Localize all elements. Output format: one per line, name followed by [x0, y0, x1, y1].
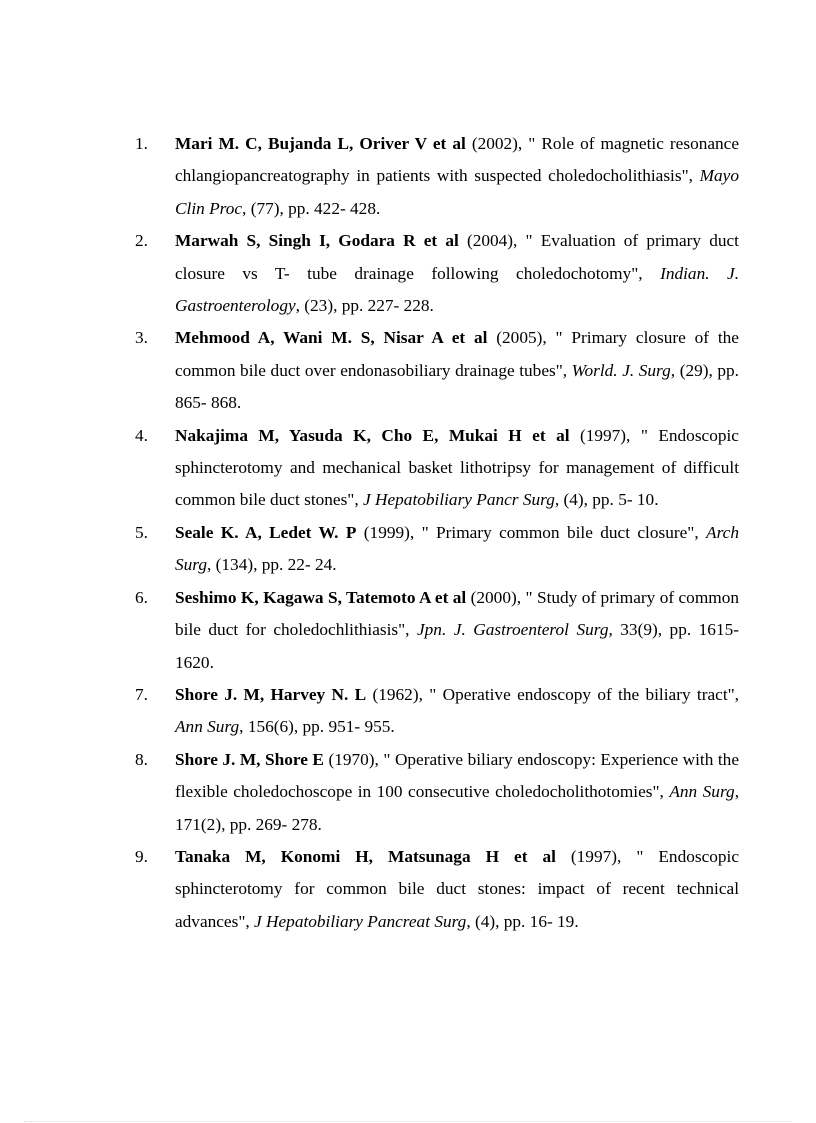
- reference-number: 2.: [135, 231, 148, 251]
- reference-title: " Study of primary of common bile duct for choledochlithiasis",: [175, 587, 739, 640]
- reference-title: " Evaluation of primary duct closure vs T- tube drainage following choledochotomy",: [175, 231, 739, 283]
- reference-authors: Seale K. A, Ledet W. P: [175, 522, 357, 542]
- reference-journal: Ann Surg: [175, 717, 240, 737]
- reference-item-3: [135, 322, 739, 419]
- reference-year: (1997),: [569, 425, 641, 445]
- reference-year: (1999),: [356, 522, 422, 542]
- reference-number: 5.: [135, 522, 148, 542]
- reference-title: " Endoscopic sphincterotomy and mechanical basket lithotripsy for management of difficult common bile duct stones",: [175, 425, 739, 510]
- reference-item-9: [135, 841, 739, 938]
- reference-year: (1997),: [555, 846, 637, 866]
- reference-journal: Jpn. J. Gastroenterol Surg: [417, 620, 609, 640]
- reference-year: (2000),: [466, 587, 526, 607]
- page-bottom-divider: [24, 1121, 792, 1122]
- reference-title: " Primary common bile duct closure",: [421, 522, 707, 542]
- reference-journal: World. J. Surg: [571, 360, 671, 380]
- reference-year: (2004),: [458, 231, 526, 251]
- reference-item-7: [135, 679, 739, 744]
- reference-journal: Ann Surg: [669, 782, 735, 802]
- reference-number: 3.: [135, 328, 148, 348]
- reference-year: (2005),: [487, 328, 556, 348]
- reference-title: " Role of magnetic resonance chlangiopancreatography in patients with suspected choledocholithiasis",: [175, 134, 739, 186]
- reference-item-6: [135, 582, 739, 679]
- reference-title: " Operative endoscopy of the biliary tract",: [429, 684, 739, 704]
- reference-authors: Nakajima M, Yasuda K, Cho E, Mukai H et al: [175, 425, 570, 445]
- reference-details: , (77), pp. 422- 428.: [242, 198, 381, 218]
- reference-title: " Endoscopic sphincterotomy for common bile duct stones: impact of recent technical advances",: [175, 846, 739, 931]
- reference-item-5: [135, 517, 739, 582]
- reference-number: 1.: [135, 134, 148, 153]
- reference-title: " Operative biliary endoscopy: Experience with the flexible choledochoscope in 100 consecutive choledocholithotomies",: [175, 749, 739, 802]
- reference-number: 4.: [135, 425, 148, 445]
- reference-authors: Shore J. M, Harvey N. L: [175, 684, 367, 704]
- reference-details: , 33(9), pp. 1615- 1620.: [175, 620, 739, 672]
- reference-details: , (29), pp. 865- 868.: [175, 360, 739, 413]
- reference-item-8: [135, 744, 739, 841]
- reference-journal: J Hepatobiliary Pancr Surg: [363, 490, 555, 510]
- reference-number: 7.: [135, 684, 148, 704]
- reference-details: , (23), pp. 227- 228.: [295, 296, 434, 316]
- reference-authors: Mehmood A, Wani M. S, Nisar A et al: [175, 328, 488, 348]
- reference-authors: Tanaka M, Konomi H, Matsunaga H et al: [175, 846, 556, 866]
- reference-authors: Mari M. C, Bujanda L, Oriver V et al: [175, 134, 466, 153]
- reference-details: , 156(6), pp. 951- 955.: [239, 717, 395, 737]
- reference-journal: Indian. J. Gastroenterology: [175, 263, 740, 316]
- reference-list: [135, 128, 739, 938]
- reference-year: (1970),: [323, 749, 384, 769]
- reference-item-4: [135, 420, 739, 517]
- reference-number: 8.: [135, 749, 148, 769]
- reference-details: , 171(2), pp. 269- 278.: [175, 782, 740, 834]
- reference-details: , (4), pp. 5- 10.: [554, 490, 659, 510]
- reference-authors: Seshimo K, Kagawa S, Tatemoto A et al: [175, 587, 467, 607]
- reference-year: (2002),: [465, 134, 529, 153]
- reference-authors: Marwah S, Singh I, Godara R et al: [175, 231, 459, 251]
- reference-journal: Mayo Clin Proc: [175, 166, 739, 218]
- reference-item-2: [135, 225, 739, 322]
- reference-number: 6.: [135, 587, 148, 607]
- reference-title: " Primary closure of the common bile duct over endonasobiliary drainage tubes",: [175, 328, 739, 380]
- reference-journal: J Hepatobiliary Pancreat Surg: [254, 911, 467, 931]
- reference-item-1: [135, 128, 739, 225]
- reference-details: , (4), pp. 16- 19.: [466, 911, 579, 931]
- reference-year: (1962),: [366, 684, 430, 704]
- reference-details: , (134), pp. 22- 24.: [207, 555, 337, 575]
- reference-number: 9.: [135, 846, 148, 866]
- reference-authors: Shore J. M, Shore E: [175, 749, 324, 769]
- reference-journal: Arch Surg: [175, 522, 739, 575]
